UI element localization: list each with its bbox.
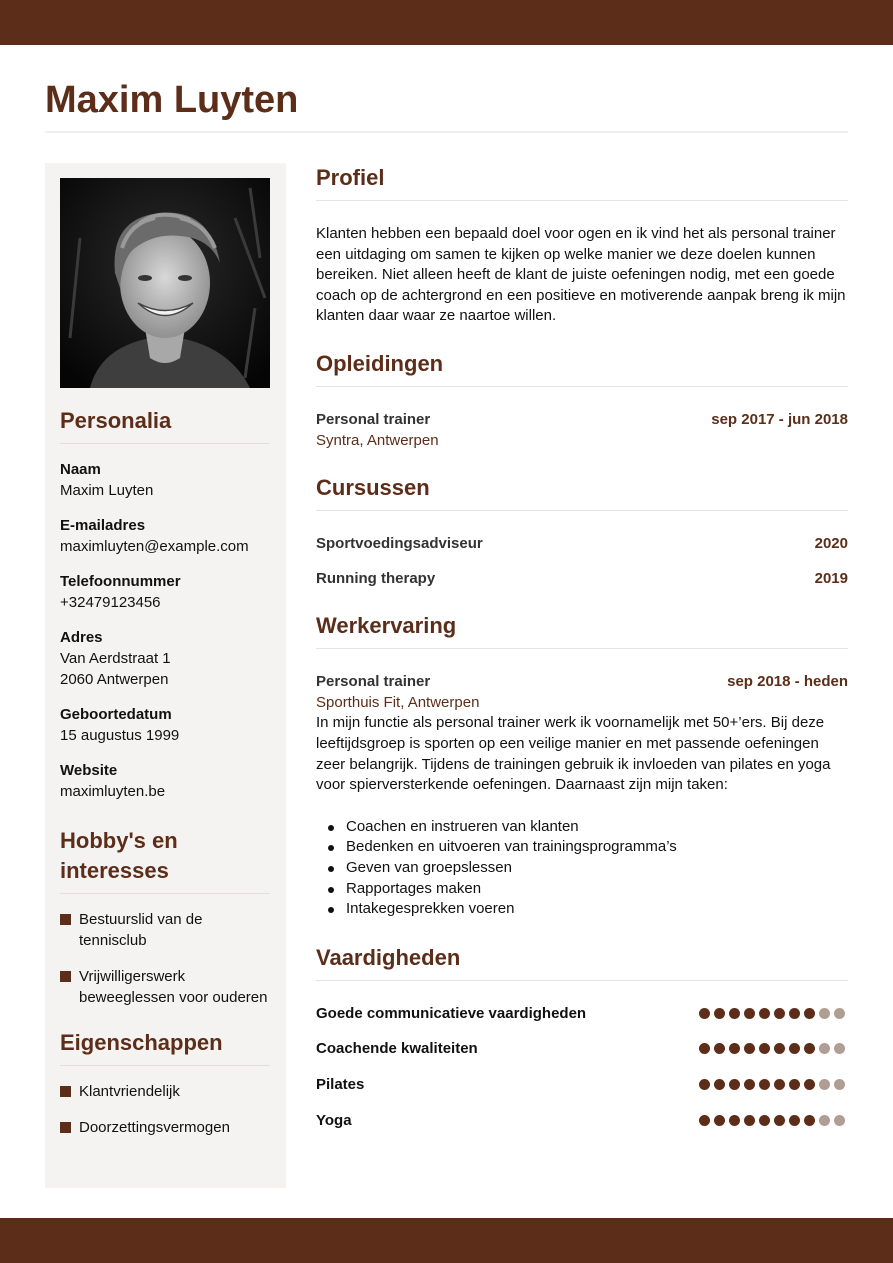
- rating-dot-empty-icon: [834, 1079, 845, 1090]
- course-title: Sportvoedingsadviseur: [316, 534, 483, 552]
- hobby-text: Vrijwilligerswerk beweeglessen voor ouderen: [79, 968, 268, 1006]
- bullet-icon: [328, 845, 334, 851]
- field-label: Adres: [60, 629, 103, 646]
- traits-list: [60, 1081, 271, 1138]
- field-address: [60, 627, 271, 690]
- list-item: [60, 909, 271, 951]
- task-item: [328, 837, 848, 858]
- trait-text: Klantvriendelijk: [79, 1083, 180, 1100]
- hobby-text: Bestuurslid van de tennisclub: [79, 911, 203, 949]
- rating-dot-filled-icon: [789, 1079, 800, 1090]
- rating-dot-filled-icon: [729, 1115, 740, 1126]
- field-website: [60, 760, 271, 802]
- skill-rating: [699, 1008, 848, 1019]
- square-bullet-icon: [60, 1086, 71, 1097]
- list-item: [60, 966, 271, 1008]
- skill-item: [316, 1074, 848, 1095]
- rating-dot-filled-icon: [729, 1008, 740, 1019]
- rating-dot-filled-icon: [729, 1043, 740, 1054]
- traits-heading: Eigenschappen: [60, 1030, 223, 1055]
- rating-dot-filled-icon: [714, 1079, 725, 1090]
- hobbies-heading: Hobby's en interesses: [60, 828, 178, 883]
- job-employer: Sporthuis Fit, Antwerpen: [316, 694, 480, 712]
- field-birthdate: [60, 704, 271, 746]
- skill-name: Pilates: [316, 1076, 365, 1093]
- square-bullet-icon: [60, 1122, 71, 1133]
- profile-text: Klanten hebben een bepaald doel voor ogen en ik vind het als personal trainer een uitdaging om samen te kijken op welke manier we deze doelen kunnen bereiken. Niet alleen heeft de klant de juiste oefeningen nodig, met een goede coach op de achtergrond en een positieve en motiverende aanpak breng ik mijn klanten daar waar ze naartoe willen.: [316, 225, 846, 325]
- task-item: [328, 858, 848, 879]
- hobbies-list: [60, 909, 271, 1008]
- task-item: [328, 899, 848, 920]
- task-text: Intakegesprekken voeren: [346, 900, 515, 918]
- job-date: sep 2018 - heden: [727, 673, 848, 691]
- skill-name: Yoga: [316, 1111, 352, 1129]
- field-name: [60, 459, 271, 501]
- rating-dot-filled-icon: [774, 1115, 785, 1126]
- rating-dot-filled-icon: [759, 1115, 770, 1126]
- task-text: Rapportages maken: [346, 879, 482, 897]
- rating-dot-empty-icon: [819, 1115, 830, 1126]
- skill-rating: [699, 1079, 848, 1090]
- address-line-2: 2060 Antwerpen: [60, 671, 169, 688]
- main-content: [316, 163, 848, 1145]
- portrait-image: [60, 178, 270, 388]
- profile-heading: Profiel: [316, 165, 385, 190]
- footer-band: [0, 1218, 893, 1263]
- rating-dot-filled-icon: [699, 1079, 710, 1090]
- header-band: [0, 0, 893, 45]
- rating-dot-filled-icon: [714, 1043, 725, 1054]
- rating-dot-empty-icon: [834, 1115, 845, 1126]
- rating-dot-filled-icon: [789, 1008, 800, 1019]
- profile-photo: [60, 178, 270, 388]
- task-text: Coachen en instrueren van klanten: [346, 817, 579, 835]
- bullet-icon: [328, 866, 334, 872]
- rating-dot-filled-icon: [789, 1115, 800, 1126]
- square-bullet-icon: [60, 914, 71, 925]
- course-title: Running therapy: [316, 570, 436, 588]
- list-item: [60, 1117, 271, 1138]
- field-label: Telefoonnummer: [60, 573, 181, 590]
- rating-dot-filled-icon: [804, 1115, 815, 1126]
- square-bullet-icon: [60, 971, 71, 982]
- task-item: [328, 817, 848, 838]
- education-institution: Syntra, Antwerpen: [316, 431, 439, 449]
- rating-dot-empty-icon: [819, 1043, 830, 1054]
- rating-dot-filled-icon: [744, 1115, 755, 1126]
- task-text: Bedenken en uitvoeren van trainingsprogramma’s: [346, 838, 677, 856]
- field-label: E-mailadres: [60, 517, 146, 534]
- course-item: [316, 533, 848, 554]
- rating-dot-filled-icon: [744, 1008, 755, 1019]
- task-item: [328, 879, 848, 900]
- skills-list: [316, 1003, 848, 1131]
- rating-dot-empty-icon: [819, 1008, 830, 1019]
- phone-value: +32479123456: [60, 594, 161, 611]
- rating-dot-filled-icon: [774, 1008, 785, 1019]
- task-text: Geven van groepslessen: [346, 859, 512, 877]
- skill-rating: [699, 1115, 848, 1126]
- rating-dot-filled-icon: [699, 1115, 710, 1126]
- rating-dot-filled-icon: [714, 1008, 725, 1019]
- rating-dot-filled-icon: [699, 1008, 710, 1019]
- rating-dot-filled-icon: [744, 1043, 755, 1054]
- course-item: [316, 568, 848, 589]
- rating-dot-filled-icon: [759, 1008, 770, 1019]
- rating-dot-empty-icon: [819, 1079, 830, 1090]
- rating-dot-empty-icon: [834, 1008, 845, 1019]
- rating-dot-filled-icon: [804, 1043, 815, 1054]
- list-item: [60, 1081, 271, 1102]
- education-title: Personal trainer: [316, 410, 431, 428]
- experience-heading: Werkervaring: [316, 613, 457, 639]
- resume-name: Maxim Luyten: [45, 79, 299, 121]
- courses-heading: Cursussen: [316, 474, 430, 500]
- email-value[interactable]: maximluyten@example.com: [60, 538, 249, 555]
- rating-dot-filled-icon: [759, 1043, 770, 1054]
- rating-dot-empty-icon: [834, 1043, 845, 1054]
- field-email: [60, 515, 271, 557]
- rating-dot-filled-icon: [789, 1043, 800, 1054]
- job-description: In mijn functie als personal trainer werk ik voornamelijk met 50+’ers. Bij deze leeftijdsgroep is sporten op een veilige manier en met passende oefeningen zeer belangrijk. Tijdens de trainingen gebruik ik invloeden van pilates en yoga voor spierversterkende oefeningen. Daarnaast zijn mijn taken:: [316, 714, 831, 794]
- field-phone: [60, 571, 271, 613]
- education-heading: Opleidingen: [316, 350, 444, 376]
- rating-dot-filled-icon: [774, 1043, 785, 1054]
- rating-dot-filled-icon: [744, 1079, 755, 1090]
- rating-dot-filled-icon: [699, 1043, 710, 1054]
- title-divider: [45, 131, 848, 133]
- rating-dot-filled-icon: [714, 1115, 725, 1126]
- rating-dot-filled-icon: [774, 1079, 785, 1090]
- course-date: 2020: [814, 534, 848, 552]
- bullet-icon: [328, 907, 334, 913]
- field-value: Maxim Luyten: [60, 482, 154, 499]
- personalia-heading: Personalia: [60, 408, 172, 433]
- field-label: Website: [60, 762, 118, 779]
- education-item: [316, 409, 848, 451]
- experience-item: [316, 671, 848, 919]
- skill-name: Coachende kwaliteiten: [316, 1040, 478, 1058]
- bullet-icon: [328, 887, 334, 893]
- skill-item: [316, 1110, 848, 1131]
- trait-text: Doorzettingsvermogen: [79, 1119, 230, 1136]
- website-value[interactable]: maximluyten.be: [60, 783, 166, 800]
- sidebar: [45, 163, 286, 1188]
- skill-item: [316, 1003, 848, 1024]
- field-label: Naam: [60, 461, 101, 478]
- birthdate-value: 15 augustus 1999: [60, 727, 180, 744]
- address-line-1: Van Aerdstraat 1: [60, 650, 171, 667]
- skill-name: Goede communicatieve vaardigheden: [316, 1004, 587, 1022]
- skills-heading: Vaardigheden: [316, 944, 461, 970]
- rating-dot-filled-icon: [729, 1079, 740, 1090]
- rating-dot-filled-icon: [804, 1079, 815, 1090]
- task-list: [328, 817, 848, 920]
- job-title: Personal trainer: [316, 673, 431, 691]
- rating-dot-filled-icon: [804, 1008, 815, 1019]
- bullet-icon: [328, 825, 334, 831]
- skill-rating: [699, 1043, 848, 1054]
- course-date: 2019: [814, 570, 848, 588]
- field-label: Geboortedatum: [60, 706, 172, 723]
- skill-item: [316, 1038, 848, 1059]
- education-date: sep 2017 - jun 2018: [711, 410, 848, 428]
- rating-dot-filled-icon: [759, 1079, 770, 1090]
